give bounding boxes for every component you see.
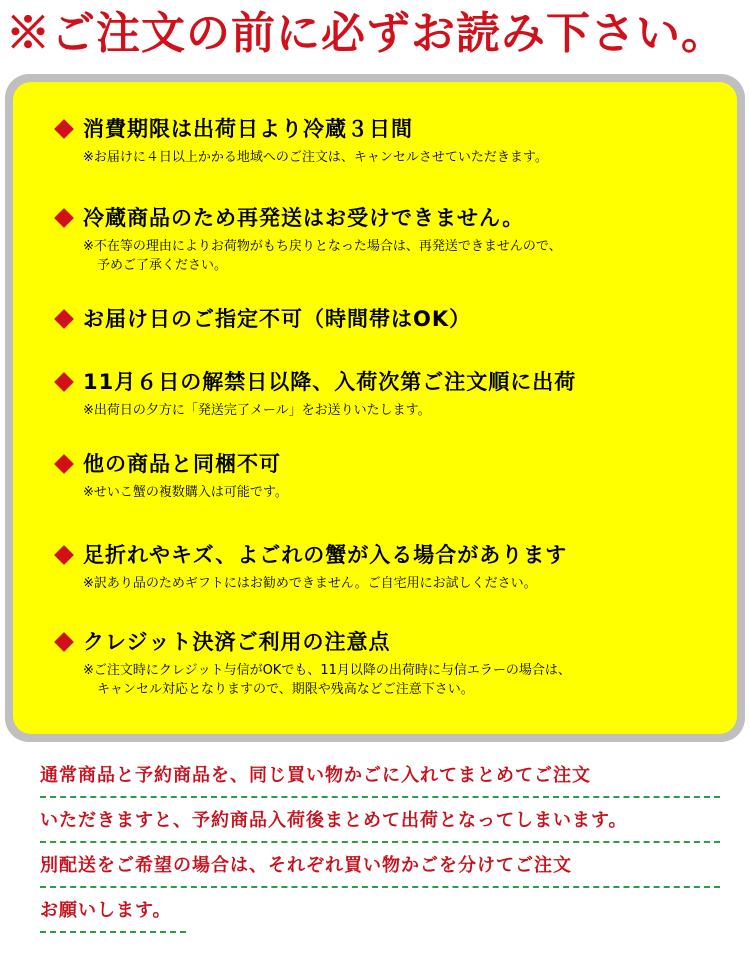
- reservation-note: [40, 760, 720, 940]
- page-title: ※ご注文の前に必ずお読み下さい。: [6, 8, 726, 59]
- red-diamond-icon: [54, 309, 74, 329]
- reservation-note-line: いただきますと、予約商品入荷後まとめて出荷となってしまいます。: [40, 805, 720, 843]
- notice-heading: 足折れやキズ、よごれの蟹が入る場合があります: [83, 543, 568, 567]
- notice-heading: クレジット決済ご利用の注意点: [83, 630, 391, 654]
- notice-note: ※お届けに４日以上かかる地域へのご注文は、キャンセルさせていただきます。: [83, 150, 548, 165]
- notice-heading: お届け日のご指定不可（時間帯はOK）: [83, 307, 472, 331]
- notice-item-expiry: [53, 114, 733, 167]
- notice-heading: 11月６日の解禁日以降、入荷次第ご注文順に出荷: [83, 370, 577, 394]
- notice-item-delivery-date: [53, 304, 733, 334]
- notice-item-no-reshipping: [53, 203, 733, 275]
- notice-note: ※ご注文時にクレジット与信がOKでも、11月以降の出荷時に与信エラーの場合は、: [83, 663, 571, 678]
- notice-note: ※不在等の理由によりお荷物がもち戻りとなった場合は、再発送できませんので、: [83, 239, 562, 254]
- red-diamond-icon: [54, 632, 74, 652]
- notice-note: ※せいこ蟹の複数購入は可能です。: [83, 485, 288, 500]
- notice-note-continued: キャンセル対応となりますので、期限や残高などご注意下さい。: [97, 682, 474, 697]
- notice-item-credit-payment: [53, 627, 733, 699]
- notice-heading: 冷蔵商品のため再発送はお受けできません。: [83, 206, 525, 230]
- notice-note: ※訳あり品のためギフトにはお勧めできません。ご自宅用にお試しください。: [83, 576, 537, 591]
- notice-item-no-bundling: [53, 449, 733, 502]
- notice-item-shipping-order: [53, 367, 733, 420]
- notice-item-damaged-crabs: [53, 540, 733, 593]
- reservation-note-line: 別配送をご希望の場合は、それぞれ買い物かごを分けてご注文: [40, 850, 720, 888]
- red-diamond-icon: [54, 119, 74, 139]
- notice-panel-inner: [13, 82, 737, 734]
- notice-note-continued: 予めご了承ください。: [97, 258, 228, 273]
- notice-heading: 他の商品と同梱不可: [83, 452, 281, 476]
- reservation-note-line: お願いします。: [40, 895, 186, 933]
- red-diamond-icon: [54, 372, 74, 392]
- reservation-note-line: 通常商品と予約商品を、同じ買い物かごに入れてまとめてご注文: [40, 760, 720, 798]
- red-diamond-icon: [54, 208, 74, 228]
- notice-heading: 消費期限は出荷日より冷蔵３日間: [83, 117, 413, 141]
- notice-note: ※出荷日の夕方に「発送完了メール」をお送りいたします。: [83, 403, 431, 418]
- notice-panel: [5, 74, 745, 742]
- red-diamond-icon: [54, 545, 74, 565]
- red-diamond-icon: [54, 454, 74, 474]
